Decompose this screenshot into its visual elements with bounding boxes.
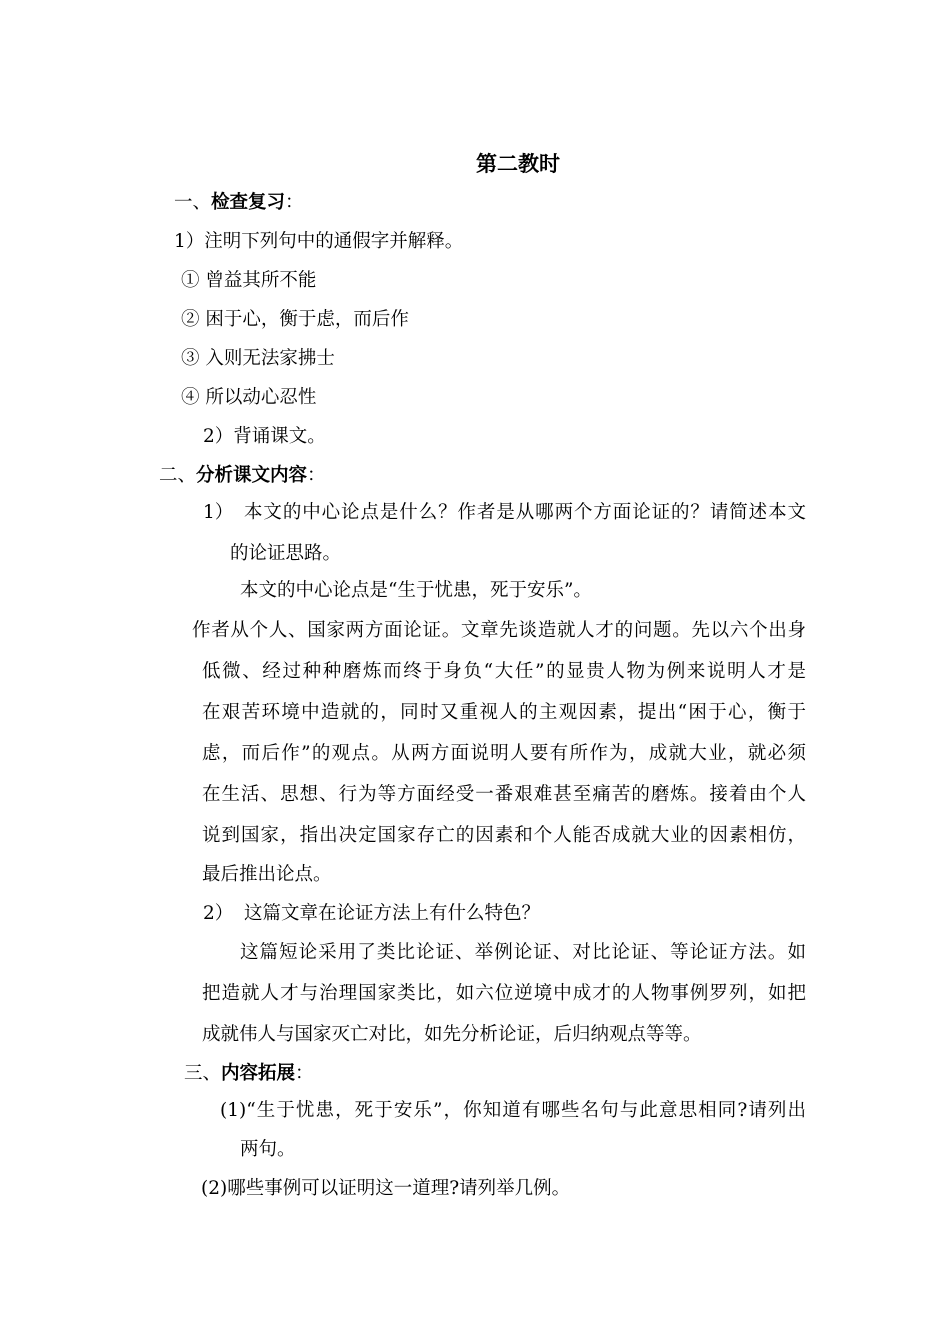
extension-question-1: (1)“生于忧患，死于安乐”，你知道有哪些名句与此意思相同?请列出 bbox=[220, 1100, 806, 1121]
answer-paragraph-line: 低微、经过种种磨炼而终于身负“大任”的显贵人物为例来说明人才是 bbox=[202, 661, 806, 682]
answer-paragraph-line: 最后推出论点。 bbox=[202, 864, 332, 885]
review-subitem: ③ 入则无法家拂士 bbox=[181, 348, 335, 369]
answer-paragraph-line: 成就伟人与国家灭亡对比，如先分析论证，后归纳观点等等。 bbox=[202, 1024, 702, 1045]
review-subitem: ④ 所以动心忍性 bbox=[181, 387, 317, 408]
answer-paragraph-line: 这篇短论采用了类比论证、举例论证、对比论证、等论证方法。如 bbox=[240, 942, 806, 963]
answer-thesis: 本文的中心论点是“生于忧患，死于安乐”。 bbox=[240, 580, 592, 601]
section-number: 二、 bbox=[159, 465, 197, 486]
answer-paragraph-line: 在生活、思想、行为等方面经受一番艰难甚至痛苦的磨炼。接着由个人 bbox=[202, 784, 806, 805]
question-text: 本文的中心论点是什么？作者是从哪两个方面论证的？请简述本文 bbox=[244, 502, 806, 523]
extension-question-1-cont: 两句。 bbox=[240, 1139, 296, 1160]
question-text-cont: 的论证思路。 bbox=[230, 543, 342, 564]
section-colon: ： bbox=[285, 192, 304, 213]
review-subitem: ② 困于心，衡于虑，而后作 bbox=[181, 309, 409, 330]
section-title: 检查复习 bbox=[211, 192, 286, 213]
answer-paragraph-line: 在艰苦环境中造就的，同时又重视人的主观因素，提出“困于心，衡于 bbox=[202, 702, 806, 723]
answer-paragraph-line: 作者从个人、国家两方面论证。文章先谈造就人才的问题。先以六个出身 bbox=[192, 620, 806, 641]
section-heading-extension bbox=[184, 1061, 314, 1087]
review-item-1: 1）注明下列句中的通假字并解释。 bbox=[174, 231, 464, 252]
answer-paragraph-line: 说到国家，指出决定国家存亡的因素和个人能否成就大业的因素相仿， bbox=[202, 825, 806, 846]
extension-question-2: (2)哪些事例可以证明这一道理?请列举几例。 bbox=[201, 1178, 571, 1199]
section-title: 内容拓展 bbox=[221, 1063, 296, 1084]
section-colon: ： bbox=[307, 465, 326, 486]
section-number: 三、 bbox=[184, 1063, 222, 1084]
question-number: 2） bbox=[203, 903, 234, 924]
page-title: 第二教时 bbox=[476, 152, 560, 176]
section-colon: ： bbox=[295, 1063, 314, 1084]
answer-paragraph-line: 把造就人才与治理国家类比，如六位逆境中成才的人物事例罗列，如把 bbox=[202, 983, 806, 1004]
section-number: 一、 bbox=[174, 192, 212, 213]
review-item-2: 2）背诵课文。 bbox=[203, 426, 326, 447]
review-subitem: ① 曾益其所不能 bbox=[181, 270, 317, 291]
section-title: 分析课文内容 bbox=[196, 465, 308, 486]
question-text: 这篇文章在论证方法上有什么特色？ bbox=[244, 903, 541, 924]
section-heading-review bbox=[174, 190, 304, 216]
section-heading-analysis bbox=[159, 463, 326, 489]
question-number: 1） bbox=[203, 502, 234, 523]
answer-paragraph-line: 虑，而后作”的观点。从两方面说明人要有所作为，成就大业，就必须 bbox=[202, 743, 806, 764]
